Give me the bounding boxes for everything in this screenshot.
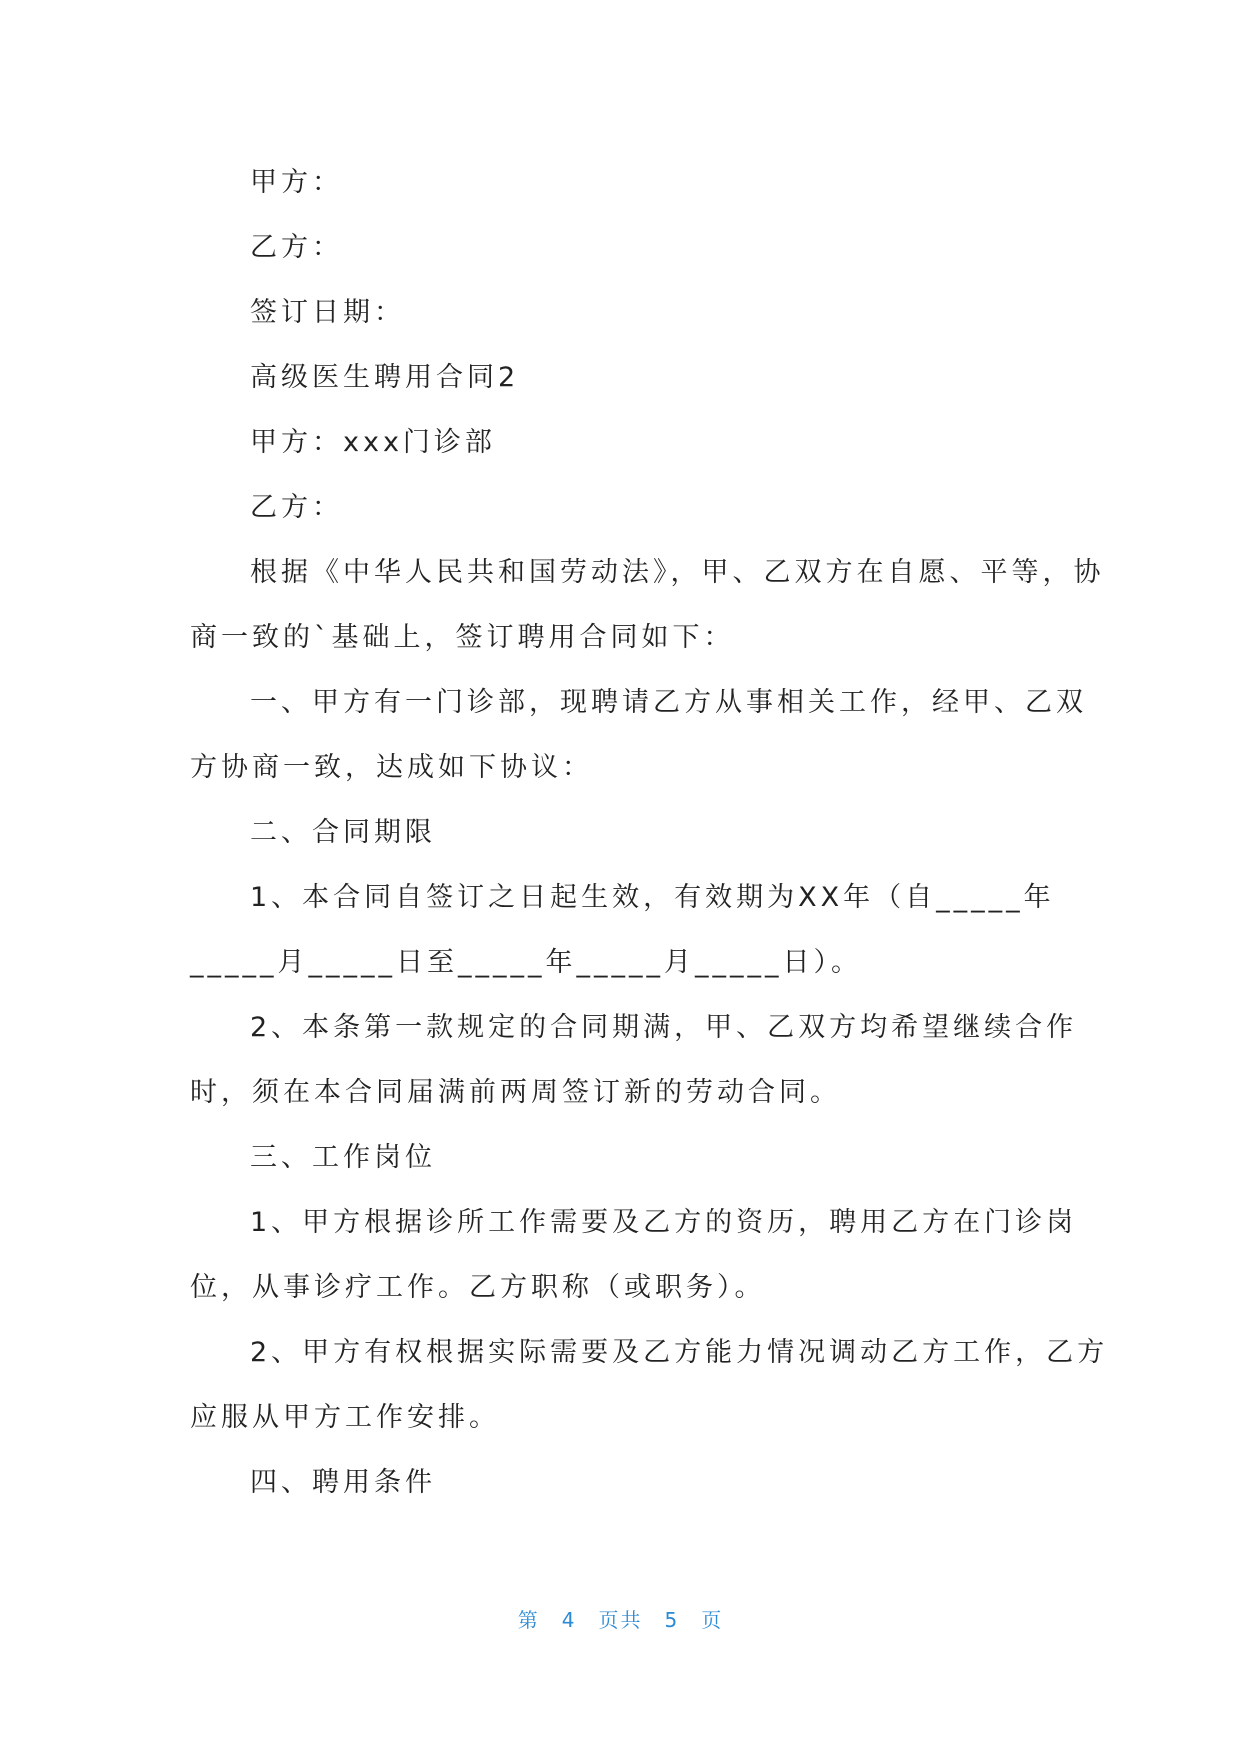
term-item-1-line-1: 1、本合同自签订之日起生效，有效期为XX年（自_____年 xyxy=(250,882,1055,913)
position-item-1-line-1: 1、甲方根据诊所工作需要及乙方的资历，聘用乙方在门诊岗 xyxy=(250,1207,1078,1238)
position-item-2-line-2: 应服从甲方工作安排。 xyxy=(190,1402,500,1433)
position-item-1-line-2: 位，从事诊疗工作。乙方职称（或职务）。 xyxy=(190,1272,766,1303)
footer-current-page: 4 xyxy=(561,1608,577,1632)
position-item-2-line-1: 2、甲方有权根据实际需要及乙方能力情况调动乙方工作，乙方 xyxy=(250,1337,1109,1368)
document-body xyxy=(190,150,1109,1515)
term-item-2-line-1: 2、本条第一款规定的合同期满，甲、乙双方均希望继续合作 xyxy=(250,1012,1078,1043)
section-heading-position: 三、工作岗位 xyxy=(250,1142,436,1173)
term-item-2-line-2: 时，须在本合同届满前两周签订新的劳动合同。 xyxy=(190,1077,841,1108)
footer-total-pages: 5 xyxy=(664,1608,680,1632)
party-b-label: 乙方： xyxy=(250,232,343,263)
party-a-name: 甲方：xxx门诊部 xyxy=(250,427,496,458)
preamble-line-2: 商一致的`基础上，签订聘用合同如下： xyxy=(190,622,735,653)
party-b-name: 乙方： xyxy=(250,492,343,523)
clause-1-line-2: 方协商一致，达成如下协议： xyxy=(190,752,593,783)
footer-middle: 页共 xyxy=(598,1608,643,1632)
footer-suffix: 页 xyxy=(701,1608,724,1632)
page-footer xyxy=(0,1604,1241,1633)
term-item-1-line-2: _____月_____日至_____年_____月_____日）。 xyxy=(190,947,862,978)
section-heading-term: 二、合同期限 xyxy=(250,817,436,848)
clause-1-line-1: 一、甲方有一门诊部，现聘请乙方从事相关工作，经甲、乙双 xyxy=(250,687,1087,718)
section-heading-conditions: 四、聘用条件 xyxy=(250,1467,436,1498)
preamble-line-1: 根据《中华人民共和国劳动法》，甲、乙双方在自愿、平等，协 xyxy=(250,557,1105,588)
signing-date-label: 签订日期： xyxy=(250,297,405,328)
contract-title: 高级医生聘用合同2 xyxy=(250,362,520,393)
footer-prefix: 第 xyxy=(517,1608,540,1632)
party-a-label: 甲方： xyxy=(250,167,343,198)
